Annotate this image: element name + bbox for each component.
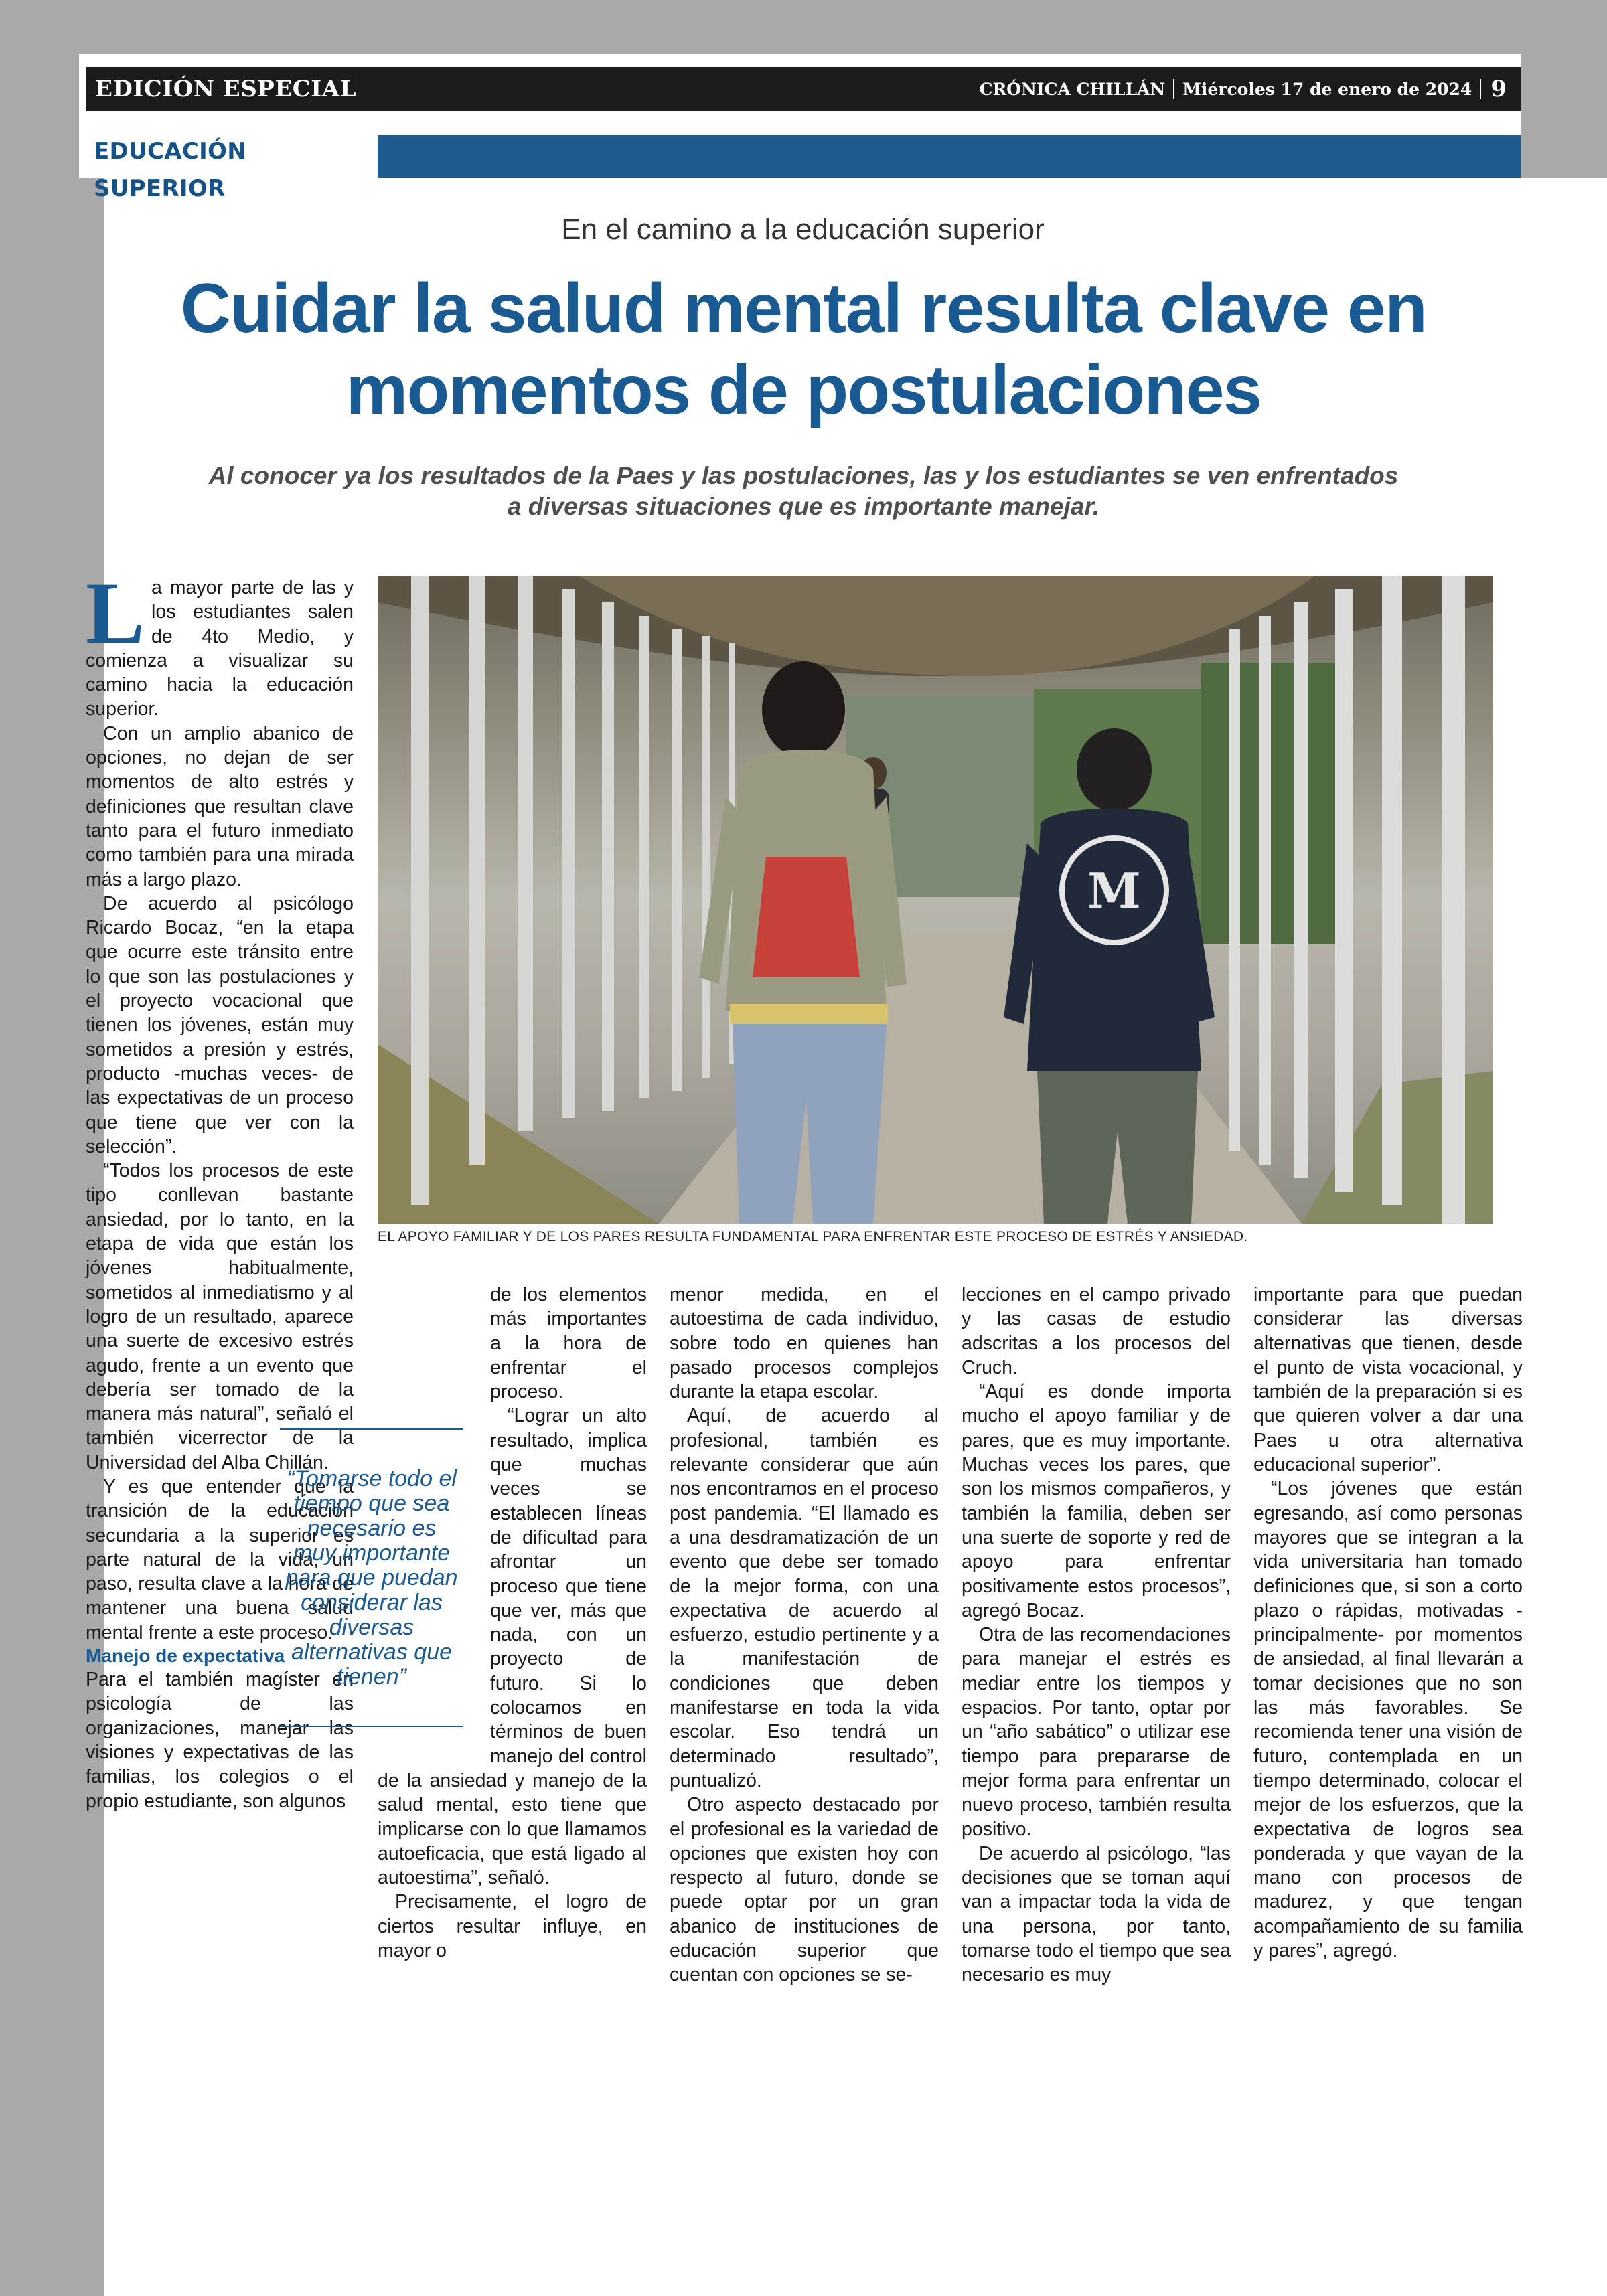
paragraph: Para el también magíster en psicología de las organizaciones, manejar las visiones y expectativas de las familias, los colegios o el propio estudiante, son algunos — [86, 1669, 354, 1812]
paragraph: de los elementos más importantes a la hora de enfrentar el proceso. — [490, 1284, 647, 1403]
article-column-4 — [962, 1283, 1231, 1987]
paragraph: importante para que puedan considerar las diversas alternativas que tienen, desde el punto de vista vocacional, y también de la preparación si es que quieren volver a dar una Paes u otra alternativa educacional superior”. — [1253, 1284, 1523, 1476]
paragraph: “Aquí es donde importa mucho el apoyo familiar y de pares, que es muy importante. Muchas veces los pares, que son los mismos compañeros, y también la familia, deben ser una suerte de soporte y red de apoyo para enfrentar positivamente estos procesos”, agregó Bocaz. — [962, 1381, 1231, 1621]
students-walking-illustration — [378, 576, 1493, 1224]
headline-line-2: momentos de postulaciones — [346, 351, 1261, 429]
folio-divider — [1173, 79, 1174, 99]
article-column-5 — [1253, 1283, 1523, 1963]
paragraph: Con un amplio abanico de opciones, no dejan de ser momentos de alto estrés y definiciones que resultan clave tanto para el futuro inmediato como también para una mirada más a largo plazo. — [86, 722, 354, 890]
drop-cap: L — [86, 564, 145, 662]
section-label: EDUCACIÓN SUPERIOR — [86, 133, 378, 178]
paragraph: menor medida, en el autoestima de cada individuo, sobre todo en quienes han pasado procesos complejos durante la etapa escolar. — [670, 1284, 939, 1403]
article-column-3 — [670, 1283, 939, 1987]
paragraph: Otra de las recomendaciones para manejar el estrés es mediar entre los tiempos y espacios. Por tanto, optar por un “año sabático” o utilizar ese tiempo para prepararse de mejor forma para enfrentar un nuevo proceso, también resulta positivo. — [962, 1624, 1231, 1840]
svg-text:M: M — [1087, 862, 1141, 919]
article-photo — [378, 576, 1493, 1224]
edition-label: EDICIÓN ESPECIAL — [95, 76, 357, 102]
publication-name: CRÓNICA CHILLÁN — [979, 79, 1166, 99]
deck-line-1: Al conocer ya los resultados de la Paes y las postulaciones, las y los estudiantes se ven enfrentados — [208, 462, 1399, 489]
page-number: 9 — [1490, 76, 1507, 102]
paragraph: “Todos los procesos de este tipo conllevan bastante ansiedad, por lo tanto, en la etapa de vida que están los jóvenes habitualmente, sometidos al inmediatismo y al logro de un resultado, aparece una suerte de excesivo estrés agudo, frente a un evento que debería ser tomado de la manera más natural”, señaló el también vicerrector de la Universidad del Alba Chillán. — [86, 1160, 354, 1473]
headline-line-1: Cuidar la salud mental resulta clave en — [180, 270, 1427, 347]
paragraph: Precisamente, el logro de ciertos resultar influye, en mayor o — [378, 1891, 647, 1962]
folio — [980, 76, 1507, 102]
paragraph: Otro aspecto destacado por el profesional es la variedad de opciones que existen hoy con respecto al futuro, donde se puede optar por un gran abanico de instituciones de educación superior que cuentan con opciones se se- — [670, 1794, 939, 1986]
paragraph: “Lograr un alto resultado, implica que muchas veces se establecen líneas de dificultad para afrontar un proceso que tiene que ver, más que nada, con un proyecto de futuro. Si lo colocamos en términos de buen manejo del control de la ansiedad y manejo de la salud mental, esto tiene que implicarse con lo que llamamos autoeficacia, que está ligado al autoestima”, señaló. — [378, 1405, 647, 1889]
paragraph: lecciones en el campo privado y las casas de estudio adscritas a los procesos del Cruch. — [962, 1284, 1231, 1378]
article-kicker: En el camino a la educación superior — [561, 213, 1045, 246]
masthead-bar — [86, 67, 1521, 111]
photo-caption: EL APOYO FAMILIAR Y DE LOS PARES RESULTA FUNDAMENTAL PARA ENFRENTAR ESTE PROCESO DE ESTRÉS Y ANSIEDAD. — [378, 1229, 1248, 1244]
paragraph: Y es que entender que la transición de la educación secundaria a la superior es parte natural de la vida, un paso, resulta clave a la hora de mantener una buena salud mental frente a este proceso. — [86, 1475, 354, 1643]
paragraph: La mayor parte de las y los estudiantes salen de 4to Medio, y comienza a visualizar su camino hacia la educación superior. — [86, 564, 354, 720]
paragraph: De acuerdo al psicólogo Ricardo Bocaz, “en la etapa que ocurre este tránsito entre lo que son las postulaciones y el proyecto vocacional que tienen los jóvenes, están muy sometidos a presión y estrés, producto -muchas veces- de las expectativas de un proceso que tiene que ver con la selección”. — [86, 892, 354, 1157]
article-deck — [201, 461, 1406, 522]
paragraph: De acuerdo al psicólogo, “las decisiones que se toman aquí van a impactar toda la vida de una persona, por tanto, tomarse todo el tiempo que sea necesario es muy — [962, 1842, 1231, 1986]
section-subhead: Manejo de expectativa — [86, 1645, 285, 1667]
article-headline — [134, 268, 1473, 431]
folio-divider — [1480, 79, 1481, 99]
section-bar — [378, 135, 1521, 178]
deck-line-2: a diversas situaciones que es importante manejar. — [507, 493, 1100, 520]
pull-quote: “Tomarse todo el tiempo que sea necesario es muy importante para que puedan considerar las diversas alternativas que tienen” — [280, 1428, 463, 1727]
issue-date: Miércoles 17 de enero de 2024 — [1182, 79, 1472, 99]
paragraph: Aquí, de acuerdo al profesional, también es relevante considerar que aún nos encontramos en el proceso post pandemia. “El llamado es a una desdramatización de un evento que debe ser tomado de la mejor forma, con una expectativa de acuerdo al esfuerzo, estudio pertinente y a la manifestación de condiciones que deben manifestarse en toda la vida escolar. Eso tendrá un determinado resultado”, puntualizó. — [670, 1405, 939, 1791]
paragraph: “Los jóvenes que están egresando, así como personas mayores que se integran a la vida universitaria han tomado definiciones que, si son a corto plazo o rápidas, motivadas -principalmente- por momentos de ansiedad, al final llevarán a tomar decisiones que no son las más favorables. Se recomienda tener una visión de futuro, contemplada en un tiempo determinado, colocar el mejor de los esfuerzos, que la expectativa de logros sea ponderada y que vayan de la mano con procesos de madurez, y que tengan acompañamiento de su familia y pares”, agregó. — [1253, 1478, 1523, 1962]
